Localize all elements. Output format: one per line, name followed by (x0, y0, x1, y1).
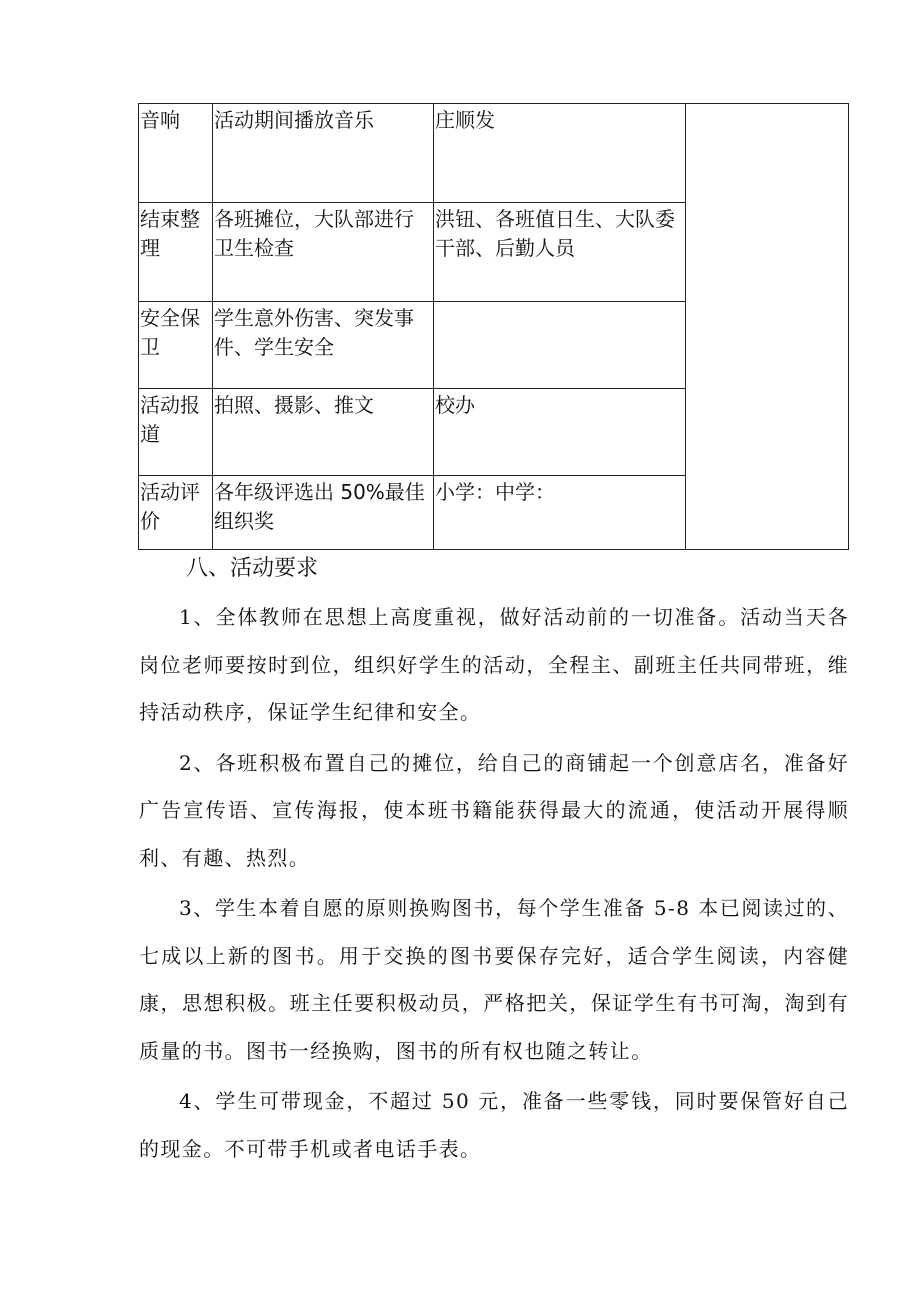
item-cell: 活动报道 (139, 389, 213, 476)
requirement-paragraph: 4、学生可带现金，不超过 50 元，准备一些零钱，同时要保管好自己的现金。不可带手机或者电话手表。 (139, 1089, 849, 1161)
table-row (139, 104, 849, 203)
content-cell: 活动期间播放音乐 (213, 104, 434, 203)
content-cell: 各班摊位，大队部进行卫生检查 (213, 203, 434, 302)
person-cell: 庄顺发 (434, 104, 686, 203)
requirement-paragraph: 3、学生本着自愿的原则换购图书，每个学生准备 5-8 本已阅读过的、七成以上新的图书。用于交换的图书要保存完好，适合学生阅读，内容健康，思想积极。班主任要积极动员，严格把关，保证学生有书可淘，淘到有质量的书。图书一经换购，图书的所有权也随之转让。 (139, 896, 849, 1063)
task-table-container (138, 103, 849, 550)
requirements-list (139, 594, 849, 1176)
person-cell: 校办 (434, 389, 686, 476)
task-assignment-table (138, 103, 849, 550)
section-heading: 八、活动要求 (186, 556, 319, 581)
content-cell: 拍照、摄影、推文 (213, 389, 434, 476)
person-cell: 洪钮、各班值日生、大队委干部、后勤人员 (434, 203, 686, 302)
item-cell: 音响 (139, 104, 213, 203)
person-cell (434, 302, 686, 389)
requirement-paragraph: 2、各班积极布置自己的摊位，给自己的商铺起一个创意店名，准备好广告宣传语、宣传海报，使本班书籍能获得最大的流通，使活动开展得顺利、有趣、热烈。 (139, 750, 849, 870)
requirement-paragraph: 1、全体教师在思想上高度重视，做好活动前的一切准备。活动当天各岗位老师要按时到位，组织好学生的活动，全程主、副班主任共同带班，维持活动秩序，保证学生纪律和安全。 (139, 605, 849, 724)
content-cell: 各年级评选出 50%最佳组织奖 (213, 476, 434, 550)
remarks-cell (686, 104, 849, 550)
person-cell: 小学：中学： (434, 476, 686, 550)
item-cell: 安全保卫 (139, 302, 213, 389)
item-cell: 活动评价 (139, 476, 213, 550)
content-cell: 学生意外伤害、突发事件、学生安全 (213, 302, 434, 389)
item-cell: 结束整理 (139, 203, 213, 302)
